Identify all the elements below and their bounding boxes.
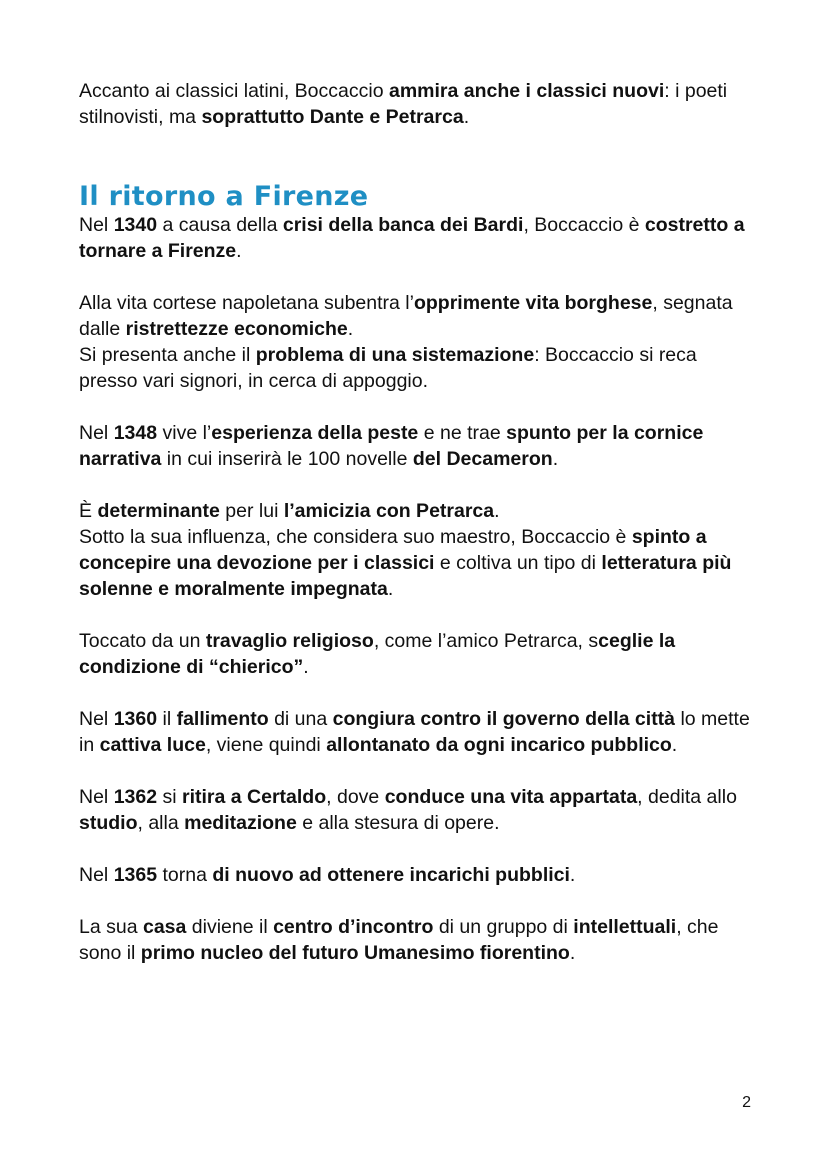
text-run: e alla stesura di opere.	[296, 812, 500, 834]
text-run: , dove	[326, 786, 385, 808]
text-run: .	[494, 500, 500, 522]
text-run: in cui inserirà le 100 novelle	[161, 448, 413, 470]
text-run: .	[236, 240, 242, 262]
text-run: Si presenta anche il	[79, 344, 256, 366]
page-number: 2	[742, 1094, 751, 1111]
text-run: .	[463, 106, 470, 128]
paragraph-1348	[79, 420, 759, 472]
paragraph-sistemazione	[79, 342, 759, 394]
paragraph-1340	[79, 212, 759, 264]
bold-text: 1348	[113, 422, 158, 444]
text-run: .	[552, 448, 559, 470]
bold-text: costretto a tornare a Firenze	[79, 214, 745, 262]
paragraph-1360	[79, 706, 759, 758]
text-run: Nel	[79, 864, 114, 886]
text-run: lo mette in	[79, 708, 750, 756]
bold-text: spunto per la cornice narrativa	[79, 422, 704, 470]
text-run: e ne trae	[418, 422, 507, 444]
bold-text: del Decameron	[412, 448, 553, 470]
bold-text: soprattutto Dante e Petrarca	[201, 106, 464, 128]
text-run: Nel	[79, 708, 114, 730]
section-heading: Il ritorno a Firenze	[79, 181, 369, 212]
bold-text: ritira a Certaldo	[182, 786, 327, 808]
bold-text: 1360	[113, 708, 158, 730]
paragraph-amicizia-petrarca	[79, 498, 759, 524]
paragraph-umanesimo	[79, 914, 759, 966]
text-run: Nel	[79, 422, 114, 444]
text-run: .	[671, 734, 678, 756]
section-body	[79, 212, 759, 966]
bold-text: 1365	[113, 864, 158, 886]
bold-text: congiura contro il governo della città	[332, 708, 676, 730]
bold-text: crisi della banca dei Bardi	[282, 214, 524, 236]
text-run: per lui	[219, 500, 284, 522]
bold-text: ceglie la condizione di “chierico”	[79, 630, 676, 678]
bold-text: centro d’incontro	[273, 916, 434, 938]
bold-text: conduce una vita appartata	[384, 786, 638, 808]
text-run: , come l’amico Petrarca, s	[373, 630, 599, 652]
paragraph-chierico	[79, 628, 759, 680]
text-run: Toccato da un	[79, 630, 206, 652]
bold-text: studio	[79, 812, 138, 834]
bold-text: spinto a concepire una devozione per i classici	[79, 526, 707, 574]
bold-text: primo nucleo del futuro Umanesimo fiorentino	[140, 942, 570, 964]
text-run: si	[157, 786, 182, 808]
text-run: , viene quindi	[205, 734, 327, 756]
text-run: Sotto la sua influenza, che considera suo maestro, Boccaccio è	[79, 526, 632, 548]
text-run: , Boccaccio è	[523, 214, 645, 236]
bold-text: esperienza della peste	[211, 422, 419, 444]
text-run: a causa della	[157, 214, 283, 236]
text-run: , segnata dalle	[79, 292, 733, 340]
text-run: .	[387, 578, 394, 600]
paragraph-influenza	[79, 524, 759, 602]
paragraph-1365	[79, 862, 759, 888]
paragraph-classici-nuovi	[79, 78, 759, 130]
paragraph-1362	[79, 784, 759, 836]
text-run: È	[79, 500, 98, 522]
bold-text: di nuovo ad ottenere incarichi pubblici	[212, 864, 570, 886]
bold-text: intellettuali	[573, 916, 677, 938]
text-run: , che sono il	[79, 916, 719, 964]
text-run: : Boccaccio si reca presso vari signori, in cerca di appoggio.	[79, 344, 697, 392]
text-run: Alla vita cortese napoletana subentra l’	[79, 292, 414, 314]
text-run: torna	[157, 864, 213, 886]
text-run: di una	[268, 708, 333, 730]
bold-text: allontanato da ogni incarico pubblico	[326, 734, 672, 756]
text-run: .	[347, 318, 354, 340]
bold-text: determinante	[97, 500, 220, 522]
text-run: .	[569, 864, 576, 886]
document-page	[79, 78, 759, 966]
text-run: vive l’	[157, 422, 212, 444]
bold-text: meditazione	[184, 812, 297, 834]
bold-text: 1340	[113, 214, 158, 236]
text-run: di un gruppo di	[433, 916, 574, 938]
text-run: , alla	[137, 812, 185, 834]
bold-text: opprimente vita borghese	[413, 292, 653, 314]
text-run: , dedita allo	[637, 786, 737, 808]
text-run: il	[157, 708, 177, 730]
text-run: Nel	[79, 214, 114, 236]
bold-text: letteratura più solenne e moralmente impegnata	[79, 552, 732, 600]
bold-text: 1362	[113, 786, 158, 808]
text-run: .	[303, 656, 309, 678]
intro-section	[79, 78, 759, 130]
bold-text: ristrettezze economiche	[125, 318, 348, 340]
text-run: diviene il	[186, 916, 274, 938]
bold-text: travaglio religioso	[205, 630, 374, 652]
text-run: Nel	[79, 786, 114, 808]
text-run: e coltiva un tipo di	[434, 552, 602, 574]
text-run: Accanto ai classici latini, Boccaccio	[79, 80, 389, 102]
bold-text: cattiva luce	[99, 734, 206, 756]
bold-text: casa	[142, 916, 187, 938]
bold-text: l’amicizia con Petrarca	[283, 500, 495, 522]
bold-text: fallimento	[176, 708, 269, 730]
text-run: .	[569, 942, 576, 964]
paragraph-vita-borghese	[79, 290, 759, 342]
bold-text: ammira anche i classici nuovi	[388, 80, 665, 102]
text-run: La sua	[79, 916, 143, 938]
text-run: : i poeti stilnovisti, ma	[79, 80, 728, 128]
bold-text: problema di una sistemazione	[255, 344, 535, 366]
